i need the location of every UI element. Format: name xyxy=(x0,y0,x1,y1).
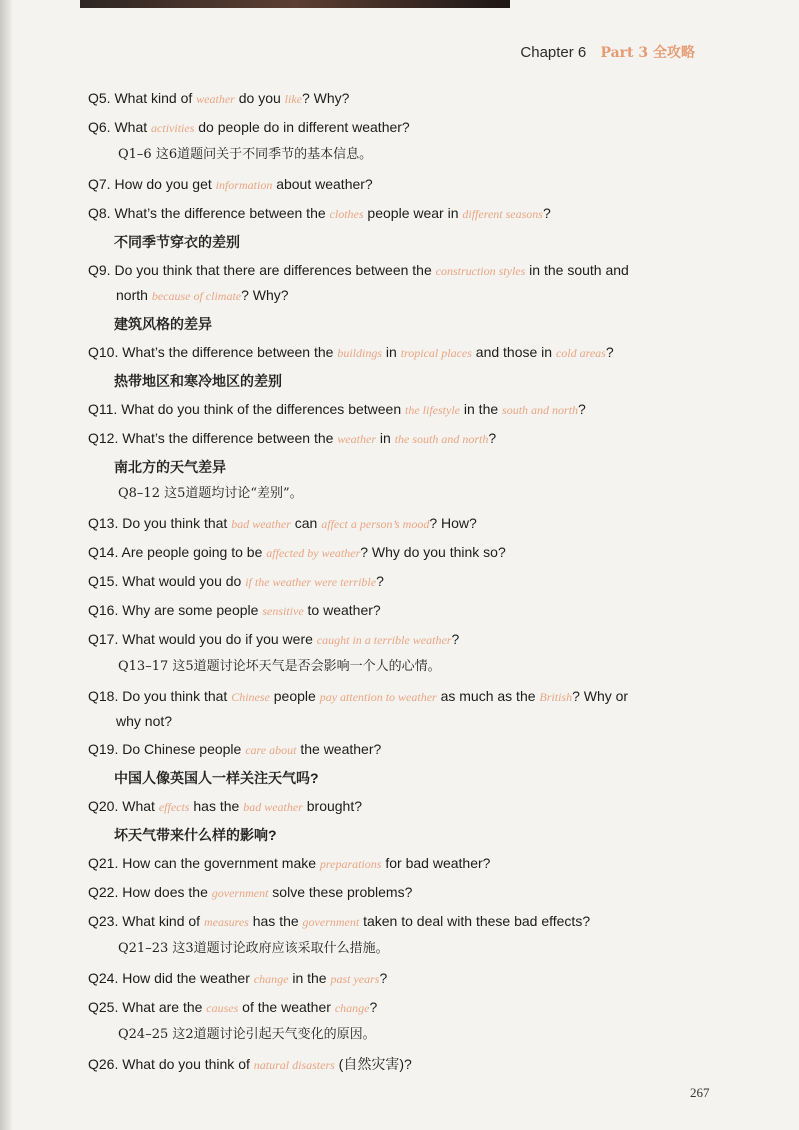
question-number: Q25. xyxy=(88,999,119,1015)
question-number: Q12. xyxy=(88,430,119,446)
handwritten-answer: change xyxy=(334,1001,370,1015)
question-text: why not? xyxy=(116,713,173,729)
question-text: ? xyxy=(578,401,586,417)
handwritten-answer: the south and north xyxy=(394,432,489,446)
handwritten-answer: the lifestyle xyxy=(405,403,460,417)
chinese-gloss: 中国人像英国人一样关注天气吗? xyxy=(114,770,319,786)
question-text: ? Why? xyxy=(302,90,350,106)
handwritten-answer: clothes xyxy=(329,207,364,221)
question-text: in the xyxy=(288,970,331,986)
question-number: Q19. xyxy=(88,741,119,757)
handwritten-answer: sensitive xyxy=(262,604,304,618)
question-text: ? xyxy=(488,430,497,446)
handwritten-answer: buildings xyxy=(337,346,382,360)
chinese-gloss: 不同季节穿衣的差别 xyxy=(114,234,240,250)
handwritten-answer: measures xyxy=(203,915,249,929)
question-text: Do you think that there are differences between the xyxy=(114,262,436,278)
question-continuation xyxy=(88,283,700,308)
question-text: What’s the difference between the xyxy=(122,344,338,360)
question-number: Q13. xyxy=(88,515,119,531)
question-number: Q17. xyxy=(88,631,119,647)
handwritten-answer: caught in a terrible weather xyxy=(316,633,452,647)
question-text: What do you think of the differences between xyxy=(121,401,406,417)
question-text: for bad weather? xyxy=(381,855,491,871)
question-text: and those in xyxy=(471,344,556,360)
handwritten-answer: bad weather xyxy=(243,800,303,814)
question-number: Q15. xyxy=(88,573,119,589)
section-note: Q21–23 这3道题讨论政府应该采取什么措施。 xyxy=(118,941,389,956)
question-text: people wear in xyxy=(363,205,463,221)
question-item xyxy=(88,426,700,451)
question-text: in xyxy=(376,430,395,446)
page-edge xyxy=(0,0,12,1130)
handwritten-answer: affected by weather xyxy=(266,546,361,560)
question-text: ? Why do you think so? xyxy=(360,544,506,560)
section-note: Q24–25 这2道题讨论引起天气变化的原因。 xyxy=(118,1027,376,1042)
handwritten-answer: activities xyxy=(151,121,195,135)
question-item xyxy=(88,258,700,308)
question-text: do you xyxy=(234,90,285,106)
handwritten-answer: weather xyxy=(337,432,376,446)
handwritten-answer: British xyxy=(539,690,573,704)
question-text: to weather? xyxy=(303,602,381,618)
question-text: What xyxy=(114,119,152,135)
question-item xyxy=(88,1052,700,1077)
question-text: How can the government make xyxy=(122,855,320,871)
question-text: Do you think that xyxy=(122,688,232,704)
question-number: Q14. xyxy=(88,544,119,560)
question-text: of the weather xyxy=(238,999,335,1015)
question-text: ? Why or xyxy=(572,688,629,704)
question-number: Q16. xyxy=(88,602,119,618)
question-number: Q20. xyxy=(88,798,119,814)
question-number: Q11. xyxy=(88,401,118,417)
question-text: ? xyxy=(605,344,614,360)
handwritten-answer: bad weather xyxy=(231,517,291,531)
handwritten-answer: weather xyxy=(196,92,235,106)
running-head xyxy=(520,42,695,62)
handwritten-answer: pay attention to weather xyxy=(319,690,437,704)
question-item xyxy=(88,851,700,876)
question-text: What kind of xyxy=(114,90,197,106)
question-number: Q22. xyxy=(88,884,119,900)
question-item xyxy=(88,540,700,565)
section-note: Q8–12 这5道题均讨论“差别”。 xyxy=(118,486,303,501)
question-continuation xyxy=(88,709,700,733)
handwritten-answer: government xyxy=(211,886,269,900)
question-text: people xyxy=(269,688,320,704)
question-text: Do Chinese people xyxy=(122,741,246,757)
question-text: ? How? xyxy=(429,515,477,531)
question-item xyxy=(88,684,700,733)
question-item xyxy=(88,627,700,652)
question-number: Q10. xyxy=(88,344,119,360)
handwritten-answer: construction styles xyxy=(435,264,526,278)
question-text: ? xyxy=(451,631,460,647)
question-text: ? xyxy=(369,999,378,1015)
top-photo-strip xyxy=(80,0,510,8)
section-note: Q1–6 这6道题问关于不同季节的基本信息。 xyxy=(118,147,373,162)
part-label: Part 3 全攻略 xyxy=(600,45,695,61)
chapter-label: Chapter 6 xyxy=(520,44,587,61)
question-text: north xyxy=(116,287,152,303)
question-text: What’s the difference between the xyxy=(114,205,330,221)
question-item xyxy=(88,880,700,905)
question-item xyxy=(88,201,700,226)
handwritten-answer: if the weather were terrible xyxy=(245,575,377,589)
question-item xyxy=(88,511,700,536)
chinese-gloss: 热带地区和寒冷地区的差别 xyxy=(114,373,282,389)
question-text: solve these problems? xyxy=(268,884,413,900)
question-number: Q23. xyxy=(88,913,119,929)
question-text: How do you get xyxy=(114,176,216,192)
question-text: What do you think of xyxy=(122,1056,254,1072)
question-text: Are people going to be xyxy=(121,544,267,560)
handwritten-answer: change xyxy=(253,972,289,986)
handwritten-answer: tropical places xyxy=(400,346,472,360)
handwritten-answer: because of climate xyxy=(151,289,242,303)
page-number: 267 xyxy=(690,1085,710,1100)
question-item xyxy=(88,995,700,1020)
question-text: taken to deal with these bad effects? xyxy=(359,913,591,929)
question-item xyxy=(88,115,700,140)
question-number: Q21. xyxy=(88,855,119,871)
question-text: What kind of xyxy=(122,913,204,929)
handwritten-answer: information xyxy=(215,178,273,192)
question-text: ? xyxy=(376,573,384,589)
handwritten-answer: causes xyxy=(206,1001,239,1015)
question-item xyxy=(88,172,700,197)
question-text: ? xyxy=(542,205,551,221)
question-text: Why are some people xyxy=(122,602,263,618)
question-item xyxy=(88,598,700,623)
question-text: in the xyxy=(460,401,503,417)
question-text: (自然灾害)? xyxy=(334,1056,412,1072)
handwritten-answer: effects xyxy=(158,800,190,814)
question-item xyxy=(88,569,700,594)
question-text: about weather? xyxy=(272,176,373,192)
handwritten-answer: Chinese xyxy=(231,690,270,704)
chinese-gloss: 建筑风格的差异 xyxy=(114,316,212,332)
question-text: brought? xyxy=(302,798,363,814)
handwritten-answer: care about xyxy=(245,743,297,757)
question-text: How does the xyxy=(122,884,212,900)
question-number: Q6. xyxy=(88,119,111,135)
question-text: What xyxy=(122,798,159,814)
chinese-gloss: 坏天气带来什么样的影响? xyxy=(114,827,277,843)
question-item xyxy=(88,966,700,991)
question-item xyxy=(88,909,700,934)
question-number: Q5. xyxy=(88,90,111,106)
handwritten-answer: south and north xyxy=(502,403,579,417)
question-number: Q18. xyxy=(88,688,119,704)
question-text: the weather? xyxy=(296,741,382,757)
question-text: How did the weather xyxy=(122,970,254,986)
handwritten-answer: preparations xyxy=(319,857,382,871)
question-text: as much as the xyxy=(436,688,540,704)
question-number: Q7. xyxy=(88,176,111,192)
question-item xyxy=(88,737,700,762)
question-number: Q26. xyxy=(88,1056,119,1072)
question-number: Q9. xyxy=(88,262,111,278)
question-text: has the xyxy=(189,798,244,814)
question-text: in xyxy=(382,344,401,360)
handwritten-answer: past years xyxy=(330,972,380,986)
question-text: ? xyxy=(379,970,388,986)
handwritten-answer: affect a person’s mood xyxy=(321,517,430,531)
question-text: What would you do if you were xyxy=(122,631,317,647)
handwritten-answer: different seasons xyxy=(462,207,543,221)
question-text: What’s the difference between the xyxy=(122,430,338,446)
question-text: What would you do xyxy=(122,573,246,589)
question-list xyxy=(88,86,700,1081)
question-text: in the south and xyxy=(525,262,629,278)
question-number: Q8. xyxy=(88,205,111,221)
handwritten-answer: natural disasters xyxy=(253,1058,335,1072)
question-text: Do you think that xyxy=(122,515,232,531)
question-text: do people do in different weather? xyxy=(194,119,410,135)
question-text: has the xyxy=(248,913,303,929)
handwritten-answer: government xyxy=(302,915,360,929)
question-text: can xyxy=(290,515,322,531)
question-item xyxy=(88,794,700,819)
handwritten-answer: like xyxy=(284,92,302,106)
section-note: Q13–17 这5道题讨论坏天气是否会影响一个人的心情。 xyxy=(118,659,441,674)
question-item xyxy=(88,86,700,111)
chinese-gloss: 南北方的天气差异 xyxy=(114,459,226,475)
handwritten-answer: cold areas xyxy=(555,346,606,360)
question-item xyxy=(88,340,700,365)
question-item xyxy=(88,397,700,422)
question-text: ? Why? xyxy=(241,287,289,303)
question-number: Q24. xyxy=(88,970,119,986)
question-text: What are the xyxy=(122,999,207,1015)
